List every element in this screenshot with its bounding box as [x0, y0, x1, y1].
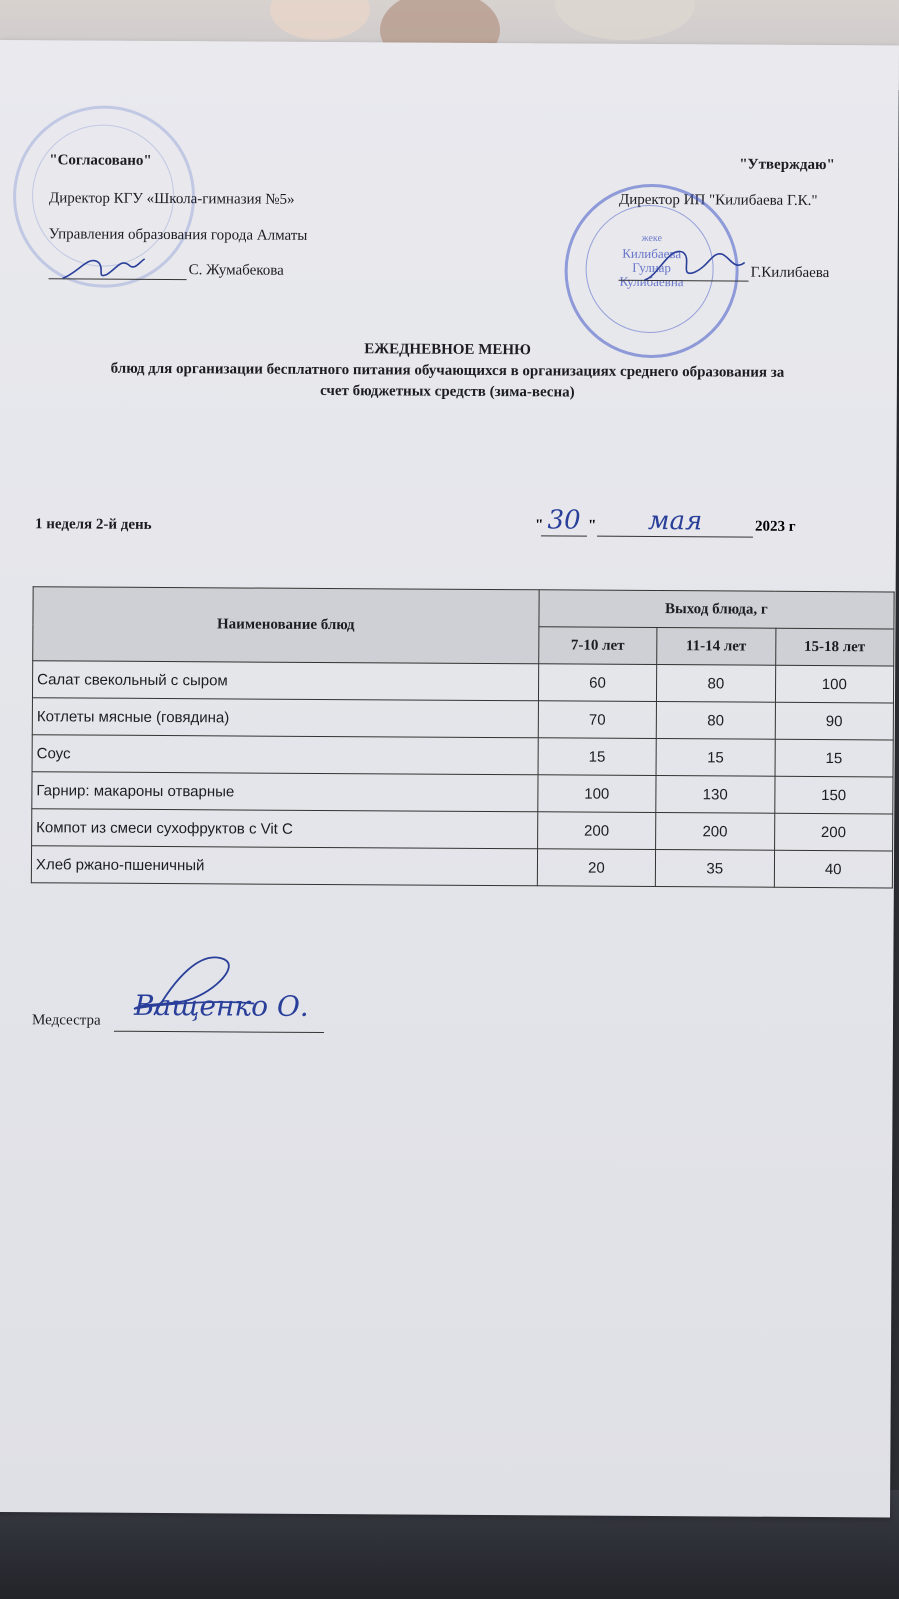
portion-11-14: 80 [656, 702, 775, 740]
date-open-quote: " [534, 517, 544, 534]
table-row [31, 846, 892, 888]
portion-11-14: 200 [656, 813, 775, 851]
agreed-department-line: Управления образования города Алматы [48, 226, 308, 244]
date-month: мая [597, 506, 753, 538]
portion-15-18: 150 [774, 776, 893, 814]
portion-15-18: 100 [775, 665, 894, 703]
portion-7-10: 20 [537, 849, 656, 887]
date-day: 30 [541, 505, 587, 536]
table-row [32, 735, 893, 777]
col-age-11-14: 11-14 лет [657, 628, 776, 666]
portion-15-18: 40 [774, 850, 893, 888]
table-row [32, 809, 893, 851]
portion-7-10: 60 [538, 664, 657, 702]
nurse-label: Медсестра [31, 1012, 101, 1029]
agreed-director-line: Директор КГУ «Школа-гимназия №5» [48, 190, 295, 208]
date-field [535, 505, 835, 547]
week-day-label: 1 неделя 2-й день [34, 516, 152, 533]
left-signer-name: С. Жумабекова [188, 262, 284, 279]
portion-7-10: 200 [537, 812, 656, 850]
portion-7-10: 70 [538, 701, 657, 739]
decor-item [270, 0, 370, 40]
document-page [0, 40, 899, 1517]
menu-table [31, 586, 895, 888]
dish-name: Салат свекольный с сыром [32, 661, 538, 701]
portion-15-18: 90 [775, 702, 894, 740]
dish-name: Компот из смеси сухофруктов с Vit C [32, 809, 538, 849]
portion-11-14: 35 [655, 850, 774, 888]
portion-15-18: 15 [775, 739, 894, 777]
date-close-quote: " [587, 517, 597, 534]
approve-director-line: Директор ИП "Килибаева Г.К." [618, 191, 818, 209]
menu-title: ЕЖЕДНЕВНОЕ МЕНЮ [364, 341, 531, 359]
menu-subtitle-line2: счет бюджетных средств (зима-весна) [320, 382, 575, 401]
col-portion-group-header: Выход блюда, г [539, 590, 895, 629]
dish-name: Соус [32, 735, 538, 775]
dish-name: Гарнир: макароны отварные [32, 772, 538, 812]
stamp-text: Килибаева Гулнар Кулибаевна [619, 245, 684, 290]
right-signer-name: Г.Килибаева [750, 264, 830, 282]
approve-title: "Утверждаю" [739, 156, 835, 174]
left-signature [58, 248, 148, 287]
menu-subtitle-line1: блюд для организации бесплатного питания обучающихся в организациях среднего образования за [110, 360, 785, 381]
portion-11-14: 130 [656, 776, 775, 814]
right-signature [638, 240, 748, 291]
nurse-signature: Ващенко О. [134, 988, 309, 1023]
dish-name: Хлеб ржано-пшеничный [31, 846, 537, 886]
stamp-label: жеке [641, 232, 662, 245]
date-year: 2023 г [754, 518, 796, 535]
agreed-title: "Согласовано" [49, 152, 152, 169]
table-row [32, 772, 893, 814]
portion-7-10: 100 [537, 775, 656, 813]
col-age-15-18: 15-18 лет [775, 628, 894, 666]
portion-15-18: 200 [774, 813, 893, 851]
col-dish-name-header: Наименование блюд [33, 587, 539, 664]
portion-11-14: 80 [657, 665, 776, 703]
decor-item [555, 0, 695, 40]
table-row [32, 661, 893, 703]
dish-name: Котлеты мясные (говядина) [32, 698, 538, 738]
col-age-7-10: 7-10 лет [538, 627, 657, 665]
portion-11-14: 15 [656, 739, 775, 777]
table-row [32, 698, 893, 740]
portion-7-10: 15 [538, 738, 657, 776]
